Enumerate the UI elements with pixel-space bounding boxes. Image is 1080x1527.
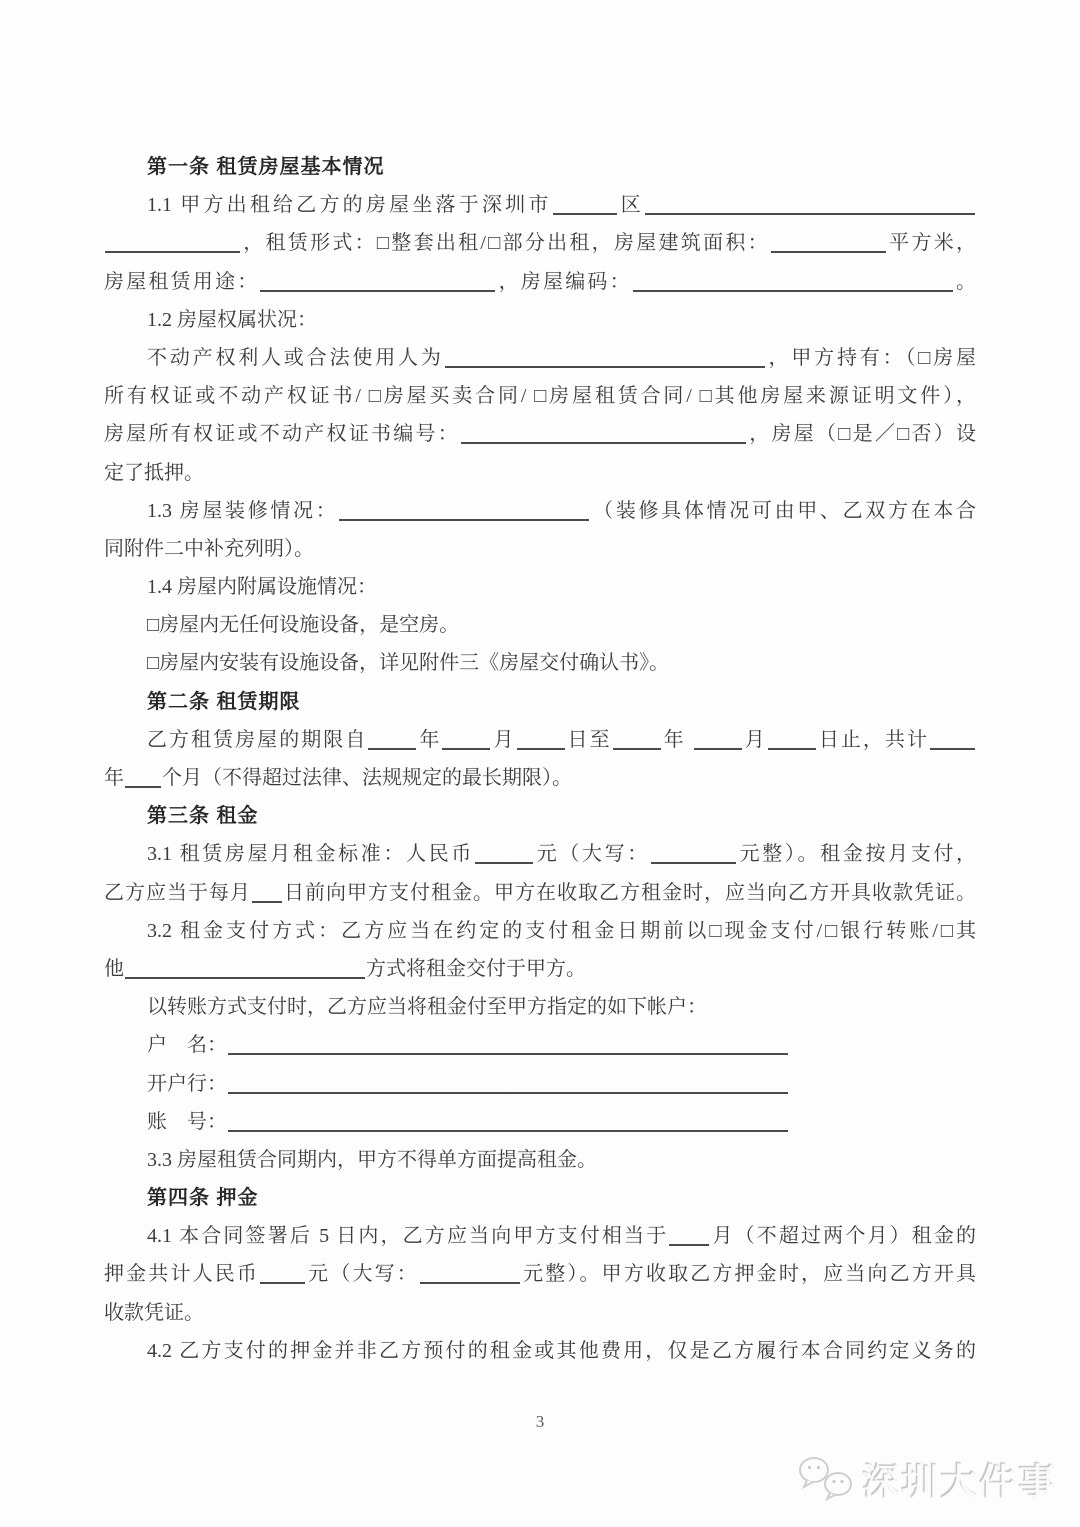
blank-field bbox=[669, 1243, 709, 1246]
contract-line bbox=[104, 606, 976, 644]
contract-line bbox=[104, 568, 976, 606]
text-run: 月 bbox=[742, 728, 767, 751]
contract-line bbox=[104, 377, 976, 415]
text-run: 第四条 押金 bbox=[147, 1187, 259, 1210]
contract-line bbox=[104, 530, 976, 568]
contract-line bbox=[104, 759, 976, 797]
contract-line bbox=[104, 721, 976, 759]
text-run: 日止，共计 bbox=[816, 728, 930, 751]
text-run: 房屋租赁用途： bbox=[104, 270, 260, 293]
text-run: 年 bbox=[417, 728, 442, 751]
blank-field bbox=[694, 747, 742, 750]
contract-line bbox=[104, 263, 976, 301]
contract-line bbox=[104, 835, 976, 873]
blank-field bbox=[105, 250, 240, 253]
blank-field bbox=[442, 747, 490, 750]
blank-field bbox=[651, 861, 736, 864]
contract-line bbox=[104, 644, 976, 682]
blank-field bbox=[771, 250, 886, 253]
contract-line bbox=[104, 950, 976, 988]
text-run: ，租赁形式：□整套出租/□部分出租，房屋建筑面积： bbox=[241, 232, 770, 255]
text-run: 以转账方式支付时，乙方应当将租金付至甲方指定的如下帐户： bbox=[147, 996, 707, 1019]
text-run: 元（大写： bbox=[534, 843, 650, 866]
text-run: 乙方应当于每月 bbox=[104, 881, 251, 904]
text-run: 1.2 房屋权属状况： bbox=[147, 308, 317, 331]
text-run: 押金共计人民币 bbox=[104, 1263, 260, 1286]
contract-line bbox=[104, 1255, 976, 1293]
text-run: 1.4 房屋内附属设施情况： bbox=[147, 576, 377, 599]
text-run: 第二条 租赁期限 bbox=[147, 690, 301, 713]
blank-field bbox=[553, 212, 617, 215]
blank-field bbox=[475, 861, 533, 864]
text-run: 个月（不得超过法律、法规规定的最长期限）。 bbox=[162, 767, 572, 789]
text-run: 1.3 房屋装修情况： bbox=[147, 499, 339, 522]
contract-line bbox=[104, 874, 976, 912]
contract-line bbox=[104, 988, 976, 1026]
blank-field bbox=[252, 900, 282, 903]
contract-line bbox=[104, 339, 976, 377]
text-run: 方式将租金交付于甲方。 bbox=[366, 957, 586, 980]
blank-field bbox=[125, 785, 161, 788]
text-run: 3.2 租金支付方式：乙方应当在约定的支付租金日期前以□现金支付/□银行转账/□其 bbox=[147, 919, 976, 942]
contract-line bbox=[104, 1065, 976, 1103]
contract-line bbox=[104, 1026, 976, 1064]
text-run: 收款凭证。 bbox=[104, 1301, 204, 1324]
section-heading bbox=[104, 797, 976, 835]
section-heading bbox=[104, 1179, 976, 1217]
text-run: 1.1 甲方出租给乙方的房屋坐落于深圳市 bbox=[147, 194, 552, 217]
text-run: 日至 bbox=[565, 728, 612, 751]
text-run: □房屋内无任何设施设备，是空房。 bbox=[147, 614, 460, 637]
text-run: 元（大写： bbox=[306, 1263, 419, 1286]
blank-field bbox=[260, 289, 495, 292]
contract-line bbox=[104, 492, 976, 530]
contract-line bbox=[104, 1332, 976, 1370]
contract-line bbox=[104, 1217, 976, 1255]
text-run: 开户行： bbox=[147, 1072, 227, 1095]
text-run: 3.3 房屋租赁合同期内，甲方不得单方面提高租金。 bbox=[147, 1148, 597, 1171]
contract-line bbox=[104, 912, 976, 950]
contract-line bbox=[104, 224, 976, 262]
page-number: 3 bbox=[535, 1412, 545, 1431]
text-run: ，甲方持有：（□房屋 bbox=[765, 346, 976, 369]
contract-line bbox=[104, 1294, 976, 1332]
text-run: 年 bbox=[104, 767, 124, 789]
blank-field bbox=[645, 212, 975, 215]
text-run: 同附件二中补充列明）。 bbox=[104, 537, 314, 560]
text-run: 日前向甲方支付租金。甲方在收取乙方租金时，应当向乙方开具收款凭证。 bbox=[283, 881, 976, 904]
blank-field bbox=[445, 365, 765, 368]
text-run: 所有权证或不动产权证书/ □房屋买卖合同/ □房屋租赁合同/ □其他房屋来源证明文件）， bbox=[104, 385, 976, 408]
text-run: 第三条 租金 bbox=[147, 805, 259, 828]
text-run: ，房屋编码： bbox=[496, 270, 632, 293]
contract-body bbox=[104, 148, 976, 1370]
text-run: 他 bbox=[104, 957, 124, 980]
contract-line bbox=[104, 454, 976, 492]
contract-line bbox=[104, 1141, 976, 1179]
wechat-bubbles-icon bbox=[797, 1453, 859, 1505]
blank-field bbox=[633, 289, 953, 292]
contract-line bbox=[104, 301, 976, 339]
text-run: 月（不超过两个月）租金的 bbox=[710, 1225, 977, 1248]
text-run: 房屋所有权证或不动产权证书编号： bbox=[104, 423, 461, 446]
text-run: 4.1 本合同签署后 5 日内，乙方应当向甲方支付相当于 bbox=[147, 1225, 669, 1248]
text-run: 第一条 租赁房屋基本情况 bbox=[147, 156, 385, 178]
contract-line bbox=[104, 186, 976, 224]
section-heading bbox=[104, 148, 976, 186]
blank-field bbox=[368, 747, 416, 750]
text-run: （装修具体情况可由甲、乙双方在本合 bbox=[590, 499, 977, 522]
blank-field bbox=[339, 518, 589, 521]
blank-field bbox=[125, 976, 365, 979]
text-run: 乙方租赁房屋的期限自 bbox=[147, 728, 368, 751]
blank-field bbox=[930, 747, 975, 750]
text-run: 区 bbox=[617, 194, 645, 217]
blank-field bbox=[461, 441, 746, 444]
text-run: 月 bbox=[491, 728, 516, 751]
text-run: 户 名： bbox=[147, 1034, 227, 1057]
text-run: 不动产权利人或合法使用人为 bbox=[147, 346, 444, 369]
contract-line bbox=[104, 415, 976, 453]
watermark bbox=[797, 1452, 1058, 1506]
text-run: 元整）。甲方收取乙方押金时，应当向乙方开具 bbox=[520, 1263, 977, 1286]
blank-field bbox=[260, 1281, 305, 1284]
contract-line bbox=[104, 1103, 976, 1141]
blank-field bbox=[768, 747, 816, 750]
text-run: ，房屋（□是／□否）设 bbox=[747, 423, 976, 446]
text-run: 定了抵押。 bbox=[104, 461, 204, 484]
blank-field bbox=[613, 747, 661, 750]
blank-field bbox=[517, 747, 565, 750]
section-heading bbox=[104, 683, 976, 721]
text-run: 年 bbox=[661, 728, 693, 751]
text-run: □房屋内安装有设施设备，详见附件三《房屋交付确认书》。 bbox=[147, 652, 670, 675]
text-run: 账 号： bbox=[147, 1110, 227, 1133]
text-run: 平方米， bbox=[886, 232, 977, 255]
text-run: 3.1 租赁房屋月租金标准：人民币 bbox=[147, 843, 475, 866]
blank-field bbox=[228, 1052, 788, 1055]
text-run: 4.2 乙方支付的押金并非乙方预付的租金或其他费用，仅是乙方履行本合同约定义务的 bbox=[147, 1339, 976, 1362]
blank-field bbox=[420, 1281, 520, 1284]
blank-field bbox=[228, 1129, 788, 1132]
blank-field bbox=[228, 1091, 788, 1094]
watermark-text: 深圳大件事 bbox=[863, 1462, 1058, 1503]
text-run: 元整）。租金按月支付， bbox=[736, 843, 977, 866]
text-run: 。 bbox=[953, 270, 977, 293]
